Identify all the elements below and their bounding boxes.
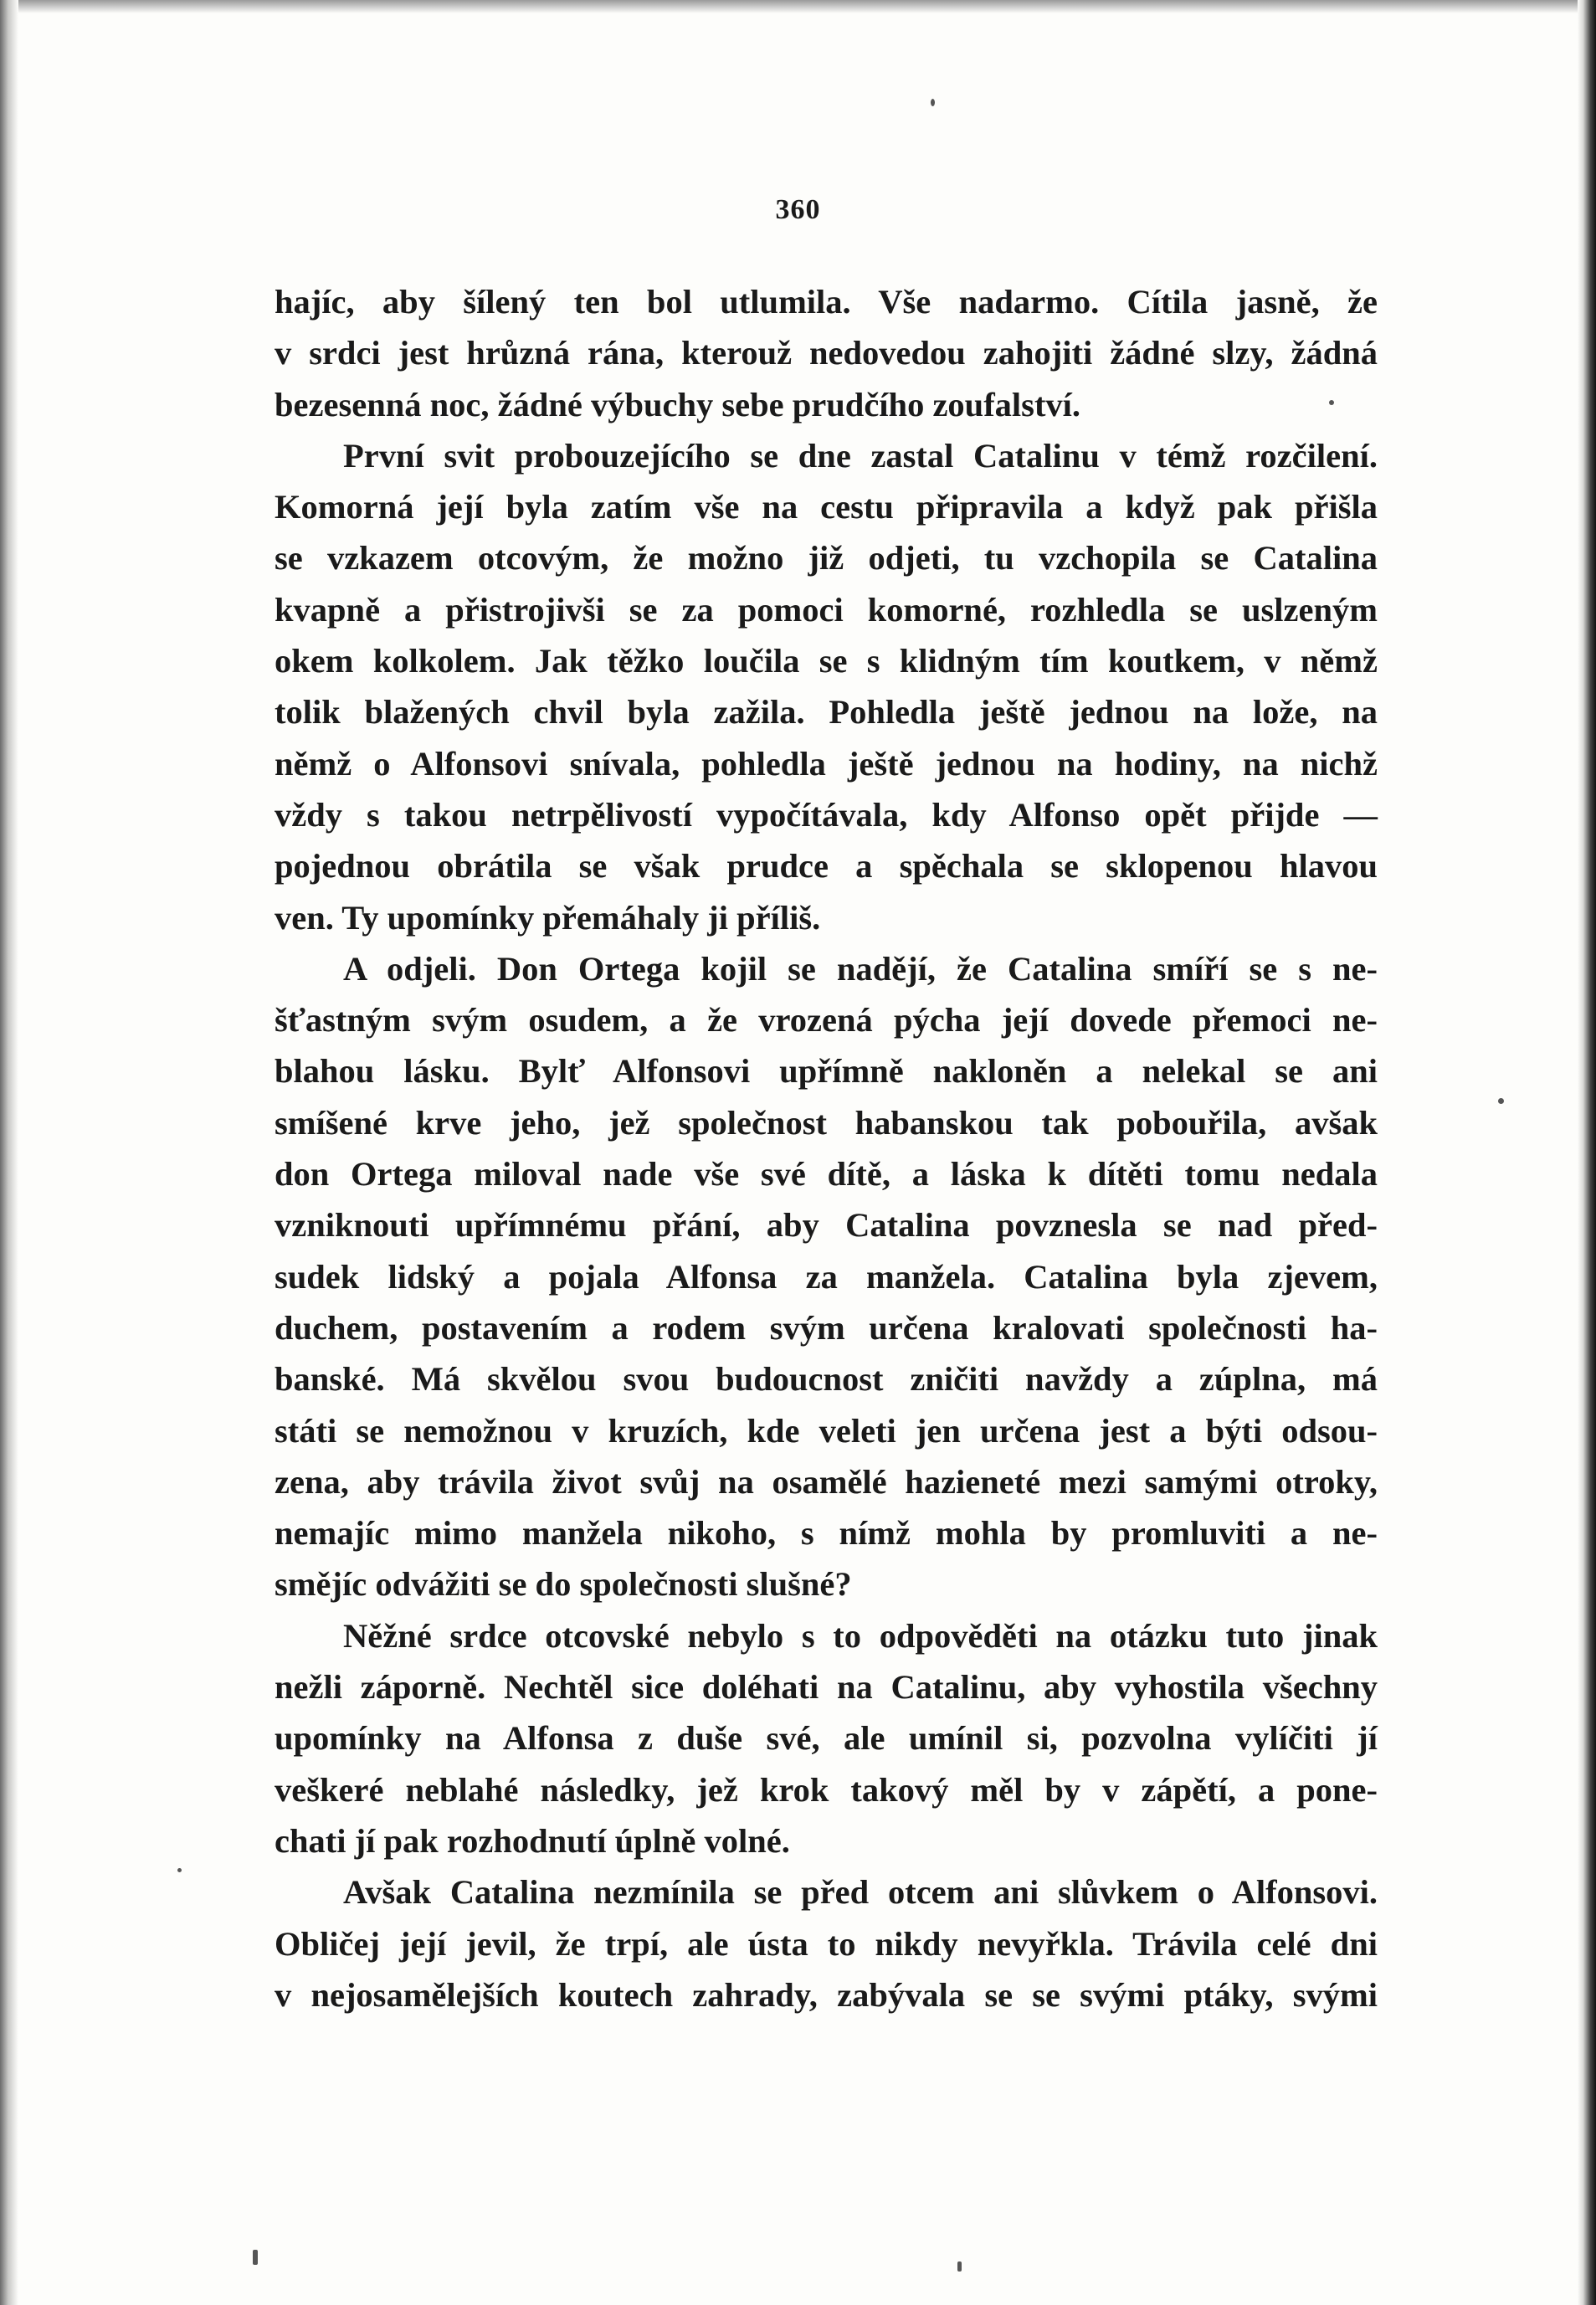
page-edge-shadow-right (1578, 0, 1596, 2305)
text-line: v nejosamělejších koutech zahrady, zabývala se se svými ptáky, svými (275, 1975, 1378, 2014)
scan-speck (1329, 400, 1334, 405)
page-number: 360 (775, 194, 821, 225)
text-line: sudek lidský a pojala Alfonsa za manžela. Catalina byla zjevem, (275, 1257, 1378, 1296)
text-line: upomínky na Alfonsa z duše své, ale umínil si, pozvolna vylíčiti jí (275, 1719, 1378, 1758)
text-line: se vzkazem otcovým, že možno již odjeti, tu vzchopila se Catalina (275, 539, 1378, 578)
text-line: hajíc, aby šílený ten bol utlumila. Vše nadarmo. Cítila jasně, že (275, 283, 1378, 321)
text-line: A odjeli. Don Ortega kojil se nadějí, že Catalina smíří se s ne- (343, 949, 1378, 988)
text-line: ven. Ty upomínky přemáhaly ji příliš. (275, 898, 821, 937)
text-line: Obličej její jevil, že trpí, ale ústa to nikdy nevyřkla. Trávila celé dni (275, 1924, 1378, 1963)
text-line: Něžné srdce otcovské nebylo s to odpověděti na otázku tuto jinak (343, 1616, 1378, 1655)
text-line: smějíc odvážiti se do společnosti slušné? (275, 1565, 852, 1604)
text-line: banské. Má skvělou svou budoucnost zničiti navždy a zúplna, má (275, 1360, 1378, 1399)
text-line: nežli záporně. Nechtěl sice doléhati na Catalinu, aby vyhostila všechny (275, 1668, 1378, 1707)
text-line: okem kolkolem. Jak těžko loučila se s klidným tím koutkem, v němž (275, 642, 1378, 680)
text-line: veškeré neblahé následky, jež krok takový měl by v zápětí, a pone- (275, 1770, 1378, 1809)
text-line: kvapně a přistrojivši se za pomoci komorné, rozhledla se uslzeným (275, 590, 1378, 629)
text-line: vzniknouti upřímnému přání, aby Catalina povznesla se nad před- (275, 1206, 1378, 1245)
scan-speck (1498, 1098, 1504, 1104)
text-line: státi se nemožnou v kruzích, kde veleti jen určena jest a býti odsou- (275, 1411, 1378, 1450)
text-line: v srdci jest hrůzná rána, kterouž nedovedou zahojiti žádné slzy, žádná (275, 334, 1378, 372)
text-line: němž o Alfonsovi snívala, pohledla ještě jednou na hodiny, na nichž (275, 744, 1378, 783)
text-line: tolik blažených chvil byla zažila. Pohledla ještě jednou na lože, na (275, 693, 1378, 732)
text-line: chati jí pak rozhodnutí úplně volné. (275, 1821, 790, 1860)
text-line: smíšené krve jeho, jež společnost habanskou tak pobouřila, avšak (275, 1103, 1378, 1142)
text-line: Komorná její byla zatím vše na cestu připravila a když pak přišla (275, 488, 1378, 526)
text-line: blahou lásku. Bylť Alfonsovi upřímně nakloněn a nelekal se ani (275, 1052, 1378, 1091)
scan-speck (253, 2250, 258, 2265)
scan-speck (177, 1868, 182, 1872)
scan-speck (931, 99, 935, 106)
text-line: vždy s takou netrpělivostí vypočítávala, kdy Alfonso opět přijde — (275, 795, 1378, 834)
text-line: šťastným svým osudem, a že vrozená pýcha její dovede přemoci ne- (275, 1001, 1378, 1040)
text-line: Avšak Catalina nezmínila se před otcem ani slůvkem o Alfonsovi. (343, 1873, 1378, 1912)
text-line: nemajíc mimo manžela nikoho, s nímž mohla by promluviti a ne- (275, 1514, 1378, 1553)
text-line: duchem, postavením a rodem svým určena kralovati společnosti ha- (275, 1308, 1378, 1347)
scan-speck (957, 2261, 962, 2272)
page-edge-shadow-left (0, 0, 18, 2305)
body-text (275, 276, 1378, 2020)
page-edge-shadow-top (0, 0, 1596, 13)
text-line: pojednou obrátila se však prudce a spěchala se sklopenou hlavou (275, 847, 1378, 886)
text-line: První svit probouzejícího se dne zastal Catalinu v témž rozčilení. (343, 436, 1378, 475)
text-line: don Ortega miloval nade vše své dítě, a láska k dítěti tomu nedala (275, 1155, 1378, 1194)
text-line: bezesenná noc, žádné výbuchy sebe prudčího zoufalství. (275, 385, 1081, 424)
text-line: zena, aby trávila život svůj na osamělé hazieneté mezi samými otroky, (275, 1462, 1378, 1501)
